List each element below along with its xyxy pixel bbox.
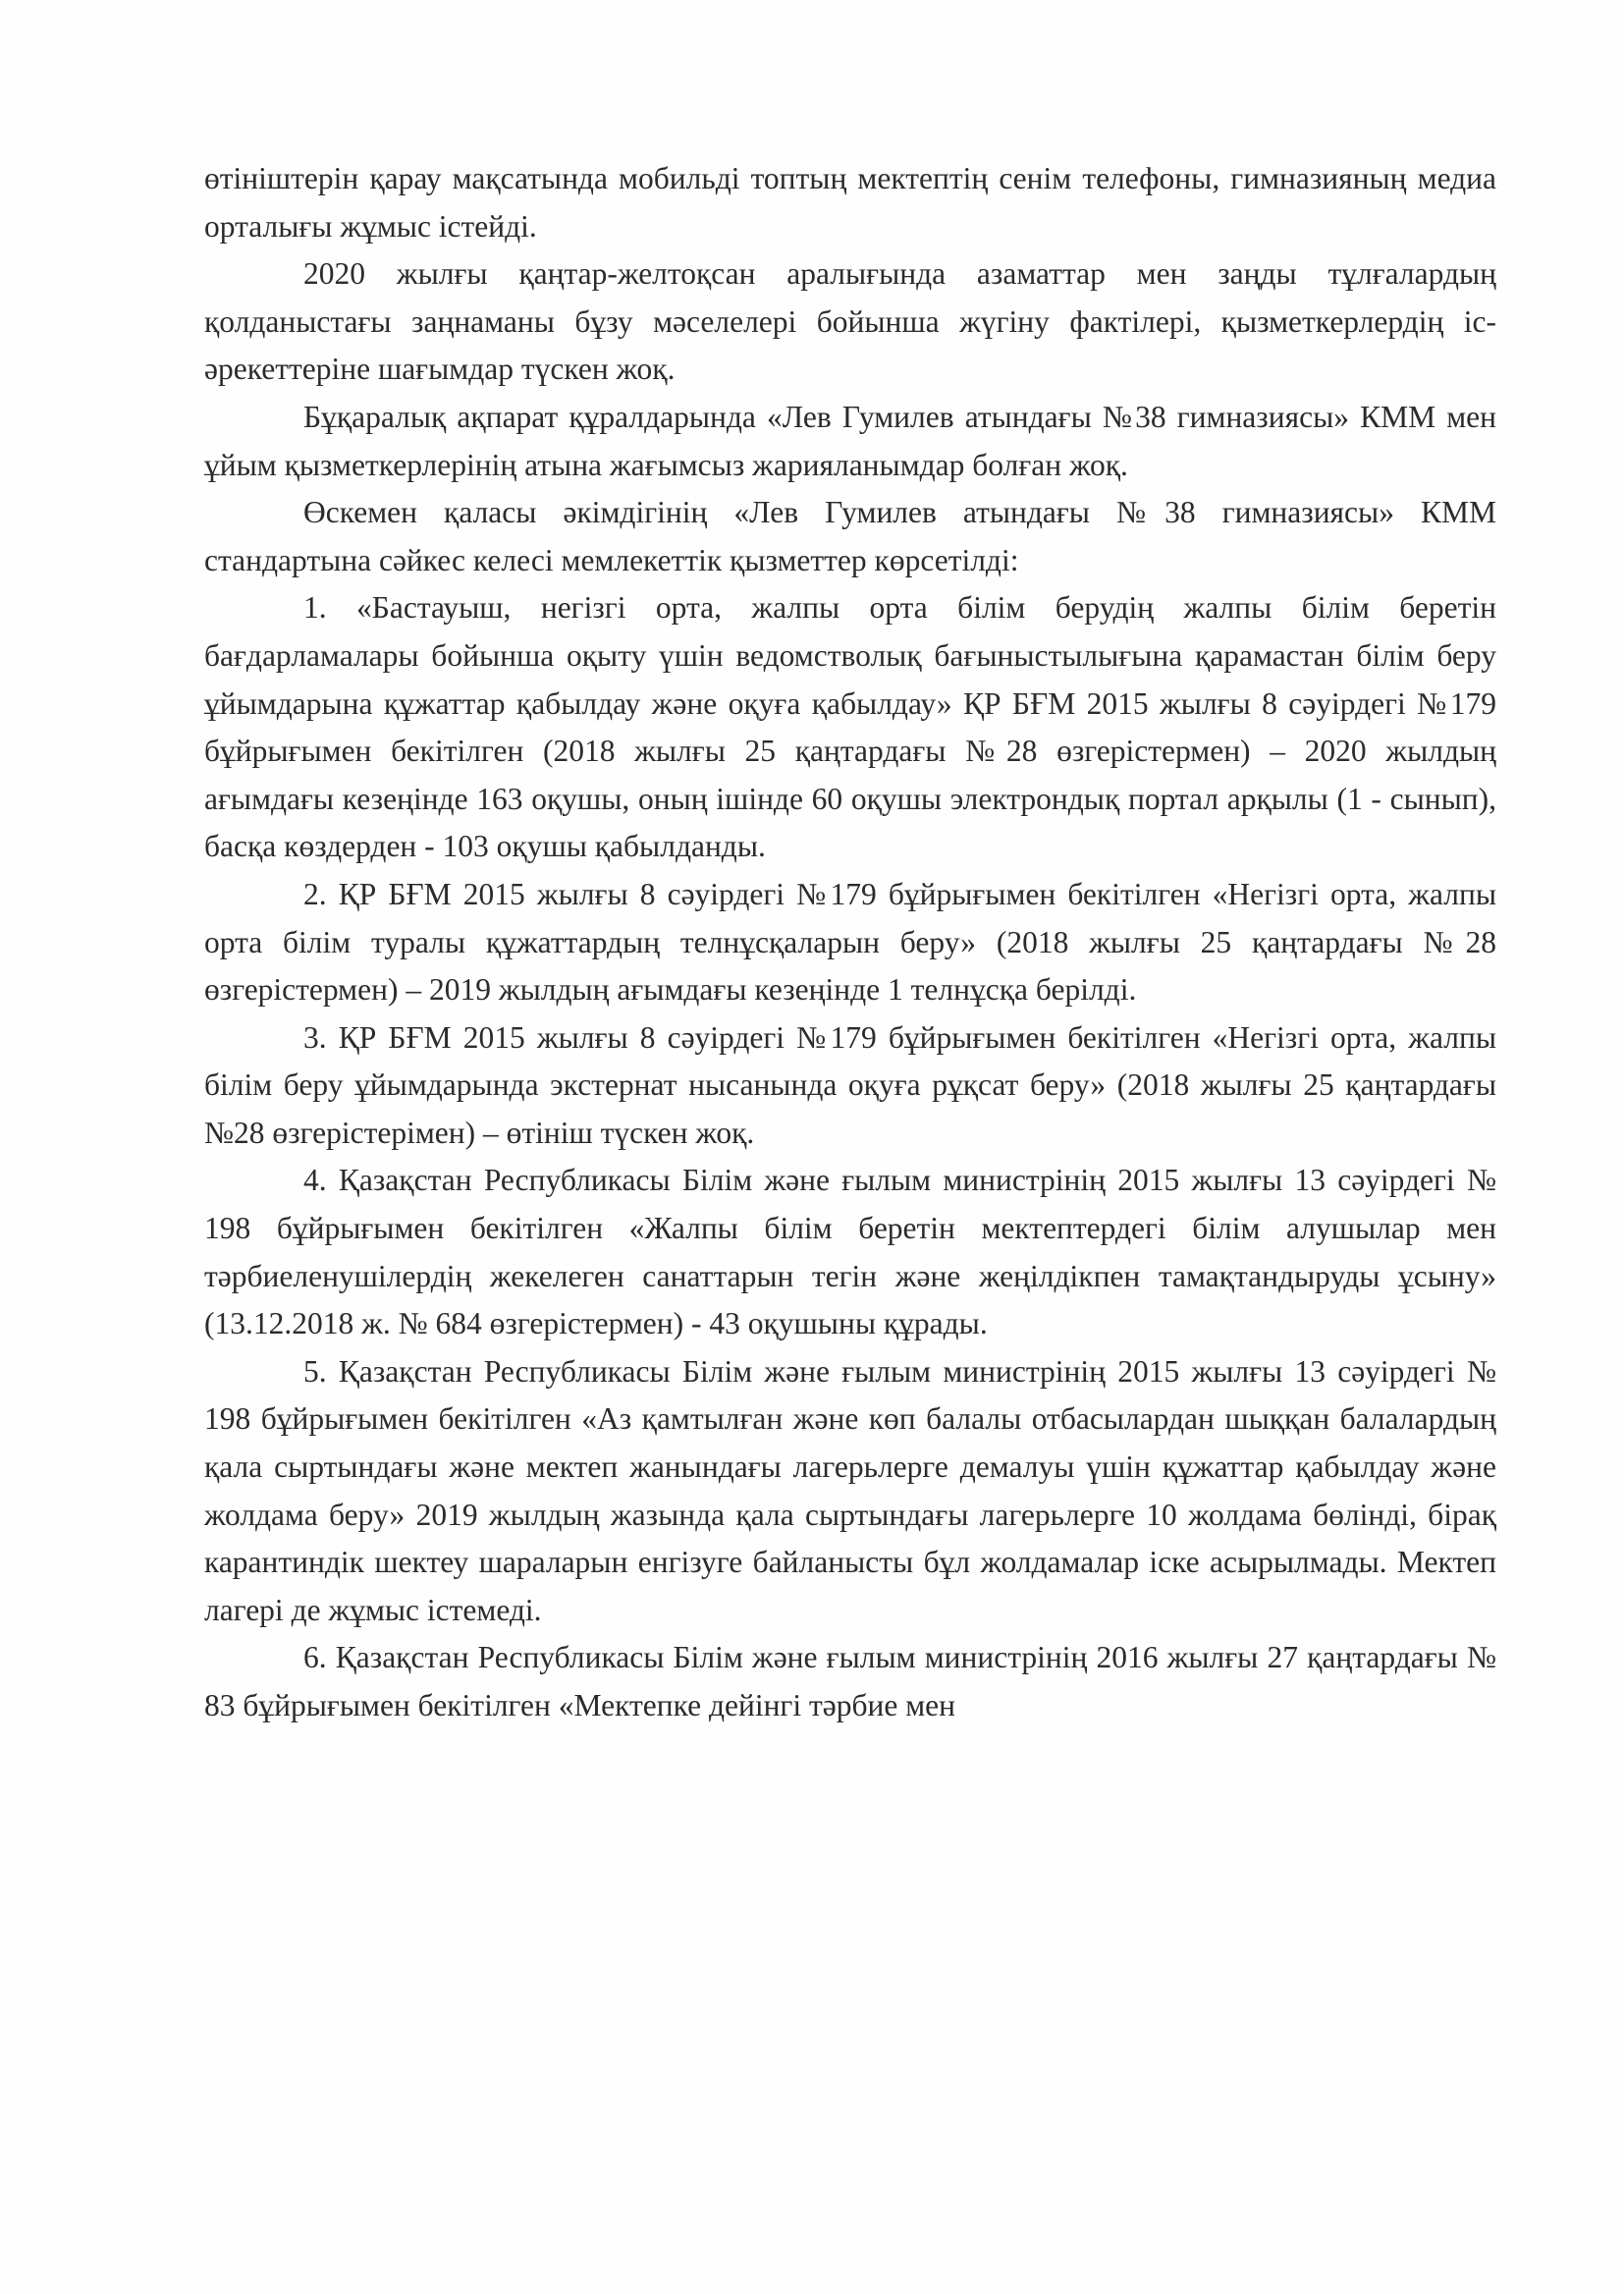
paragraph-media: Бұқаралық ақпарат құралдарында «Лев Гумилев атындағы №38 гимназиясы» КММ мен ұйым қызметкерлерінің атына жағымсыз жарияланымдар болған жоқ.	[204, 399, 1496, 482]
paragraph-service-3: 3. ҚР БҒМ 2015 жылғы 8 сәуірдегі №179 бұйрығымен бекітілген «Негізгі орта, жалпы білім беру ұйымдарында экстернат нысанында оқуға рұқсат беру» (2018 жылғы 25 қаңтардағы №28 өзгерістерімен) – өтініш түскен жоқ.	[204, 1019, 1496, 1150]
paragraph-services-intro: Өскемен қаласы әкімдігінің «Лев Гумилев атындағы №38 гимназиясы» КММ стандартына сәйкес келесі мемлекеттік қызметтер көрсетілді:	[204, 495, 1496, 577]
paragraph-appeals: 2020 жылғы қаңтар-желтоқсан аралығында азаматтар мен заңды тұлғалардың қолданыстағы заңнаманы бұзу мәселелері бойынша жүгіну фактілері, қызметкерлердің іс-әрекеттеріне шағымдар түскен жоқ.	[204, 256, 1496, 387]
paragraph-service-1: 1. «Бастауыш, негізгі орта, жалпы орта білім берудің жалпы білім беретін бағдарламалары бойынша оқыту үшін ведомстволық бағыныстылығына қарамастан білім беру ұйымдарына құжаттар қабылдау және оқуға қабылдау» ҚР БҒМ 2015 жылғы 8 сәуірдегі №179 бұйрығымен бекітілген (2018 жылғы 25 қаңтардағы №28 өзгерістермен) – 2020 жылдың ағымдағы кезеңінде 163 оқушы, оның ішінде 60 оқушы электрондық портал арқылы (1 - сынып), басқа көздерден - 103 оқушы қабылданды.	[204, 590, 1496, 864]
document-body	[204, 155, 1496, 1730]
paragraph-service-4: 4. Қазақстан Республикасы Білім және ғылым министрінің 2015 жылғы 13 сәуірдегі № 198 бұйрығымен бекітілген «Жалпы білім беретін мектептердегі білім алушылар мен тәрбиеленушілердің жекелеген санаттарын тегін және жеңілдікпен тамақтандыруды ұсыну» (13.12.2018 ж. № 684 өзгерістермен) - 43 оқушыны құрады.	[204, 1163, 1496, 1341]
paragraph-service-6: 6. Қазақстан Республикасы Білім және ғылым министрінің 2016 жылғы 27 қаңтардағы № 83 бұйрығымен бекітілген «Мектепке дейінгі тәрбие мен	[204, 1640, 1496, 1722]
paragraph-service-5: 5. Қазақстан Республикасы Білім және ғылым министрінің 2015 жылғы 13 сәуірдегі № 198 бұйрығымен бекітілген «Аз қамтылған және көп балалы отбасылардан шыққан балалардың қала сыртындағы және мектеп жанындағы лагерьлерге демалуы үшін құжаттар қабылдау және жолдама беру» 2019 жылдың жазында қала сыртындағы лагерьлерге 10 жолдама бөлінді, бірақ карантиндік шектеу шараларын енгізуге байланысты бұл жолдамалар іске асырылмады. Мектеп лагері де жұмыс істемеді.	[204, 1353, 1496, 1627]
paragraph-continuation: өтініштерін қарау мақсатында мобильді топтың мектептің сенім телефоны, гимназияның медиа орталығы жұмыс істейді.	[204, 161, 1496, 244]
paragraph-service-2: 2. ҚР БҒМ 2015 жылғы 8 сәуірдегі №179 бұйрығымен бекітілген «Негізгі орта, жалпы орта білім туралы құжаттардың телнұсқаларын беру» (2018 жылғы 25 қаңтардағы №28 өзгерістермен) – 2019 жылдың ағымдағы кезеңінде 1 телнұсқа берілді.	[204, 876, 1496, 1008]
